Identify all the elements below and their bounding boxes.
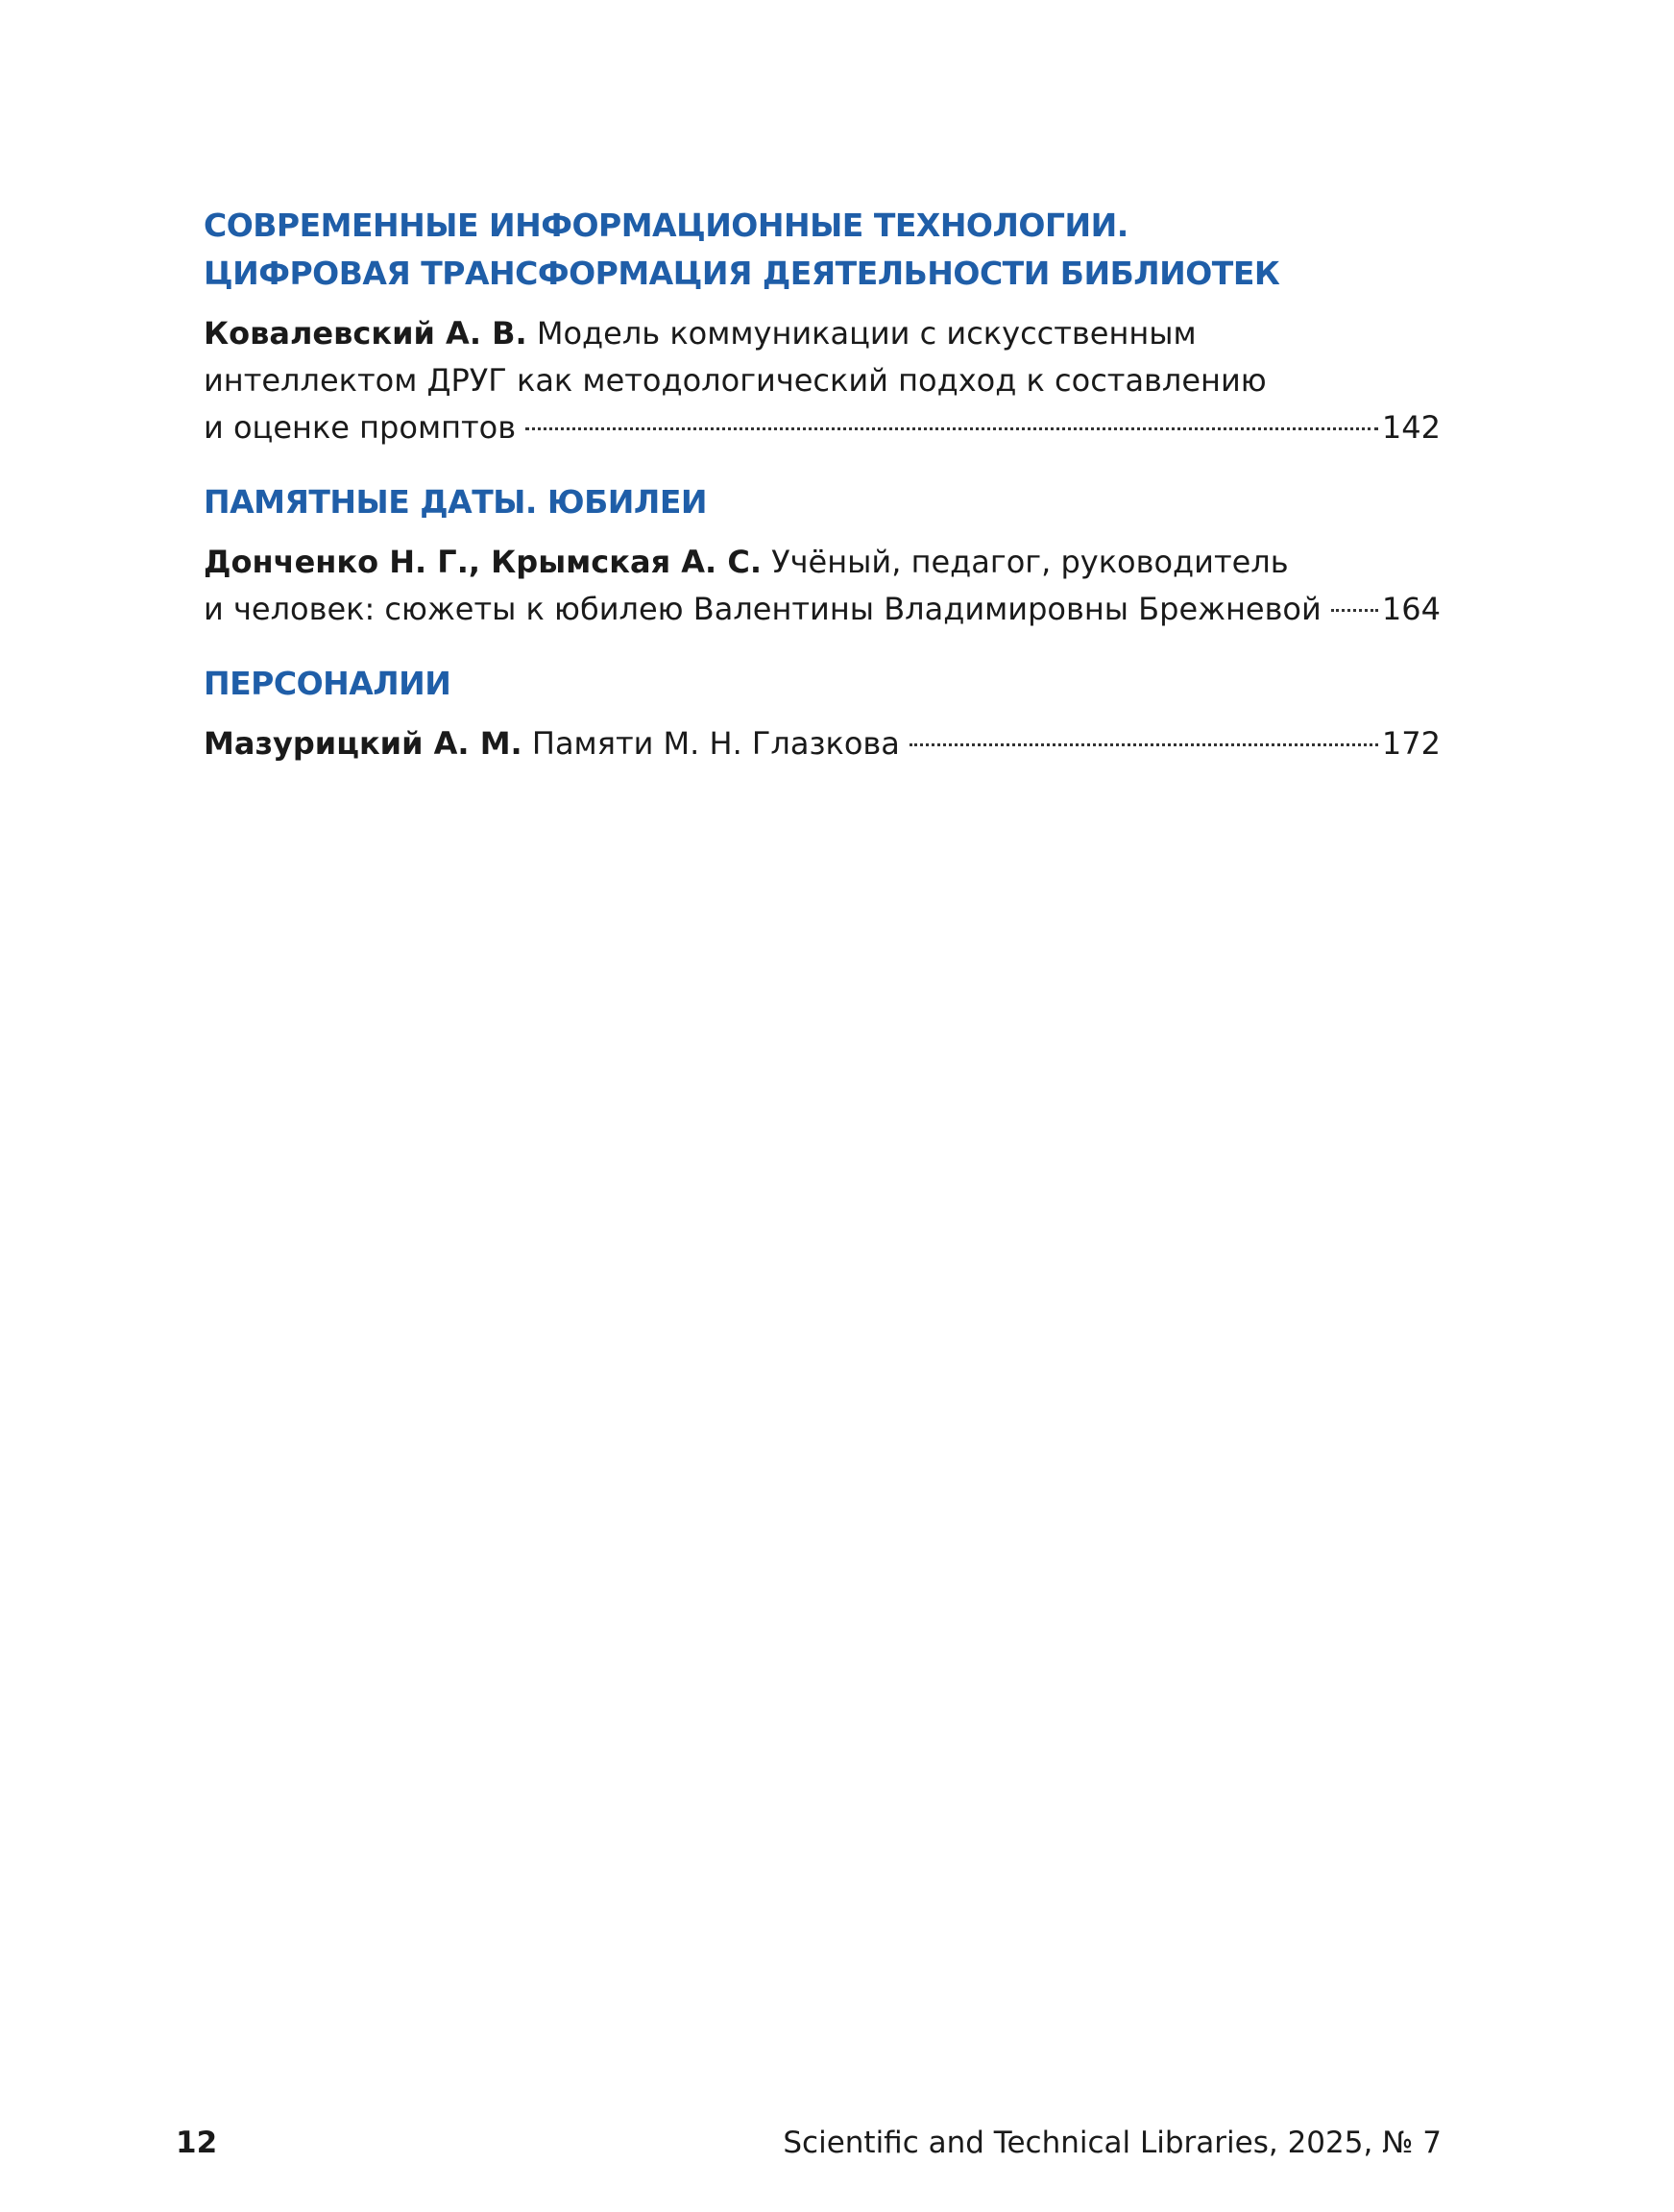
entry-title-part: Модель коммуникации с искусственным (536, 315, 1197, 352)
toc-entry[interactable] (204, 310, 1441, 451)
table-of-contents (204, 202, 1441, 767)
page-footer (176, 2126, 1442, 2160)
section-title-line: ЦИФРОВАЯ ТРАНСФОРМАЦИЯ ДЕЯТЕЛЬНОСТИ БИБЛИОТЕК (204, 255, 1280, 292)
footer-journal-info: Scientific and Technical Libraries, 2025, № 7 (783, 2126, 1442, 2160)
section-title (204, 660, 1441, 708)
toc-entry[interactable] (204, 539, 1441, 633)
dot-leader (910, 743, 1378, 746)
section-title (204, 202, 1441, 298)
entry-line (204, 539, 1441, 586)
entry-title-part: интеллектом ДРУГ как методологический подход к составлению (204, 362, 1267, 399)
entry-authors: Донченко Н. Г., Крымская А. С. (204, 544, 762, 580)
section-title-line: ПЕРСОНАЛИИ (204, 665, 451, 702)
entry-title-part: Памяти М. Н. Глазкова (531, 725, 900, 762)
entry-page-number: 164 (1381, 591, 1441, 627)
entry-last-line (204, 586, 1441, 633)
entry-authors: Мазурицкий А. М. (204, 725, 522, 762)
toc-section-it (204, 202, 1441, 451)
section-title-line: ПАМЯТНЫЕ ДАТЫ. ЮБИЛЕИ (204, 483, 707, 521)
entry-authors: Ковалевский А. В. (204, 315, 527, 352)
dot-leader (1331, 609, 1378, 612)
section-title (204, 478, 1441, 526)
entry-title-part: и оценке промптов (204, 409, 517, 446)
toc-section-personalia (204, 660, 1441, 767)
toc-section-anniversaries (204, 478, 1441, 633)
entry-title-part: и человек: сюжеты к юбилею Валентины Владимировны Брежневой (204, 591, 1322, 627)
entry-last-line (204, 720, 1441, 767)
entry-page-number: 142 (1381, 409, 1441, 446)
entry-last-line (204, 404, 1441, 451)
entry-title-part: Учёный, педагог, руководитель (771, 544, 1289, 580)
entry-page-number: 172 (1381, 725, 1441, 762)
section-title-line: СОВРЕМЕННЫЕ ИНФОРМАЦИОННЫЕ ТЕХНОЛОГИИ. (204, 207, 1128, 244)
toc-entry[interactable] (204, 720, 1441, 767)
dot-leader (525, 427, 1378, 430)
entry-line (204, 310, 1441, 357)
footer-page-number: 12 (176, 2126, 218, 2160)
